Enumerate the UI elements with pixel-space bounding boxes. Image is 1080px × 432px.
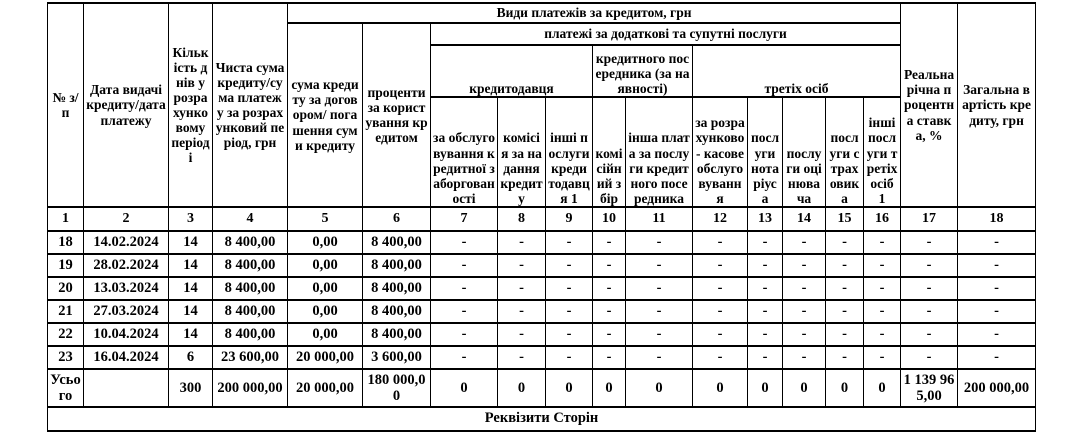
table-cell: - — [958, 254, 1036, 277]
col-header-date: Дата видачі кредиту/дата платежу — [84, 3, 169, 207]
col-header-insurer: послуги страховика — [826, 97, 864, 207]
table-cell: - — [901, 323, 958, 346]
column-number: 11 — [626, 207, 693, 231]
table-row — [48, 277, 1036, 300]
col-header-days: Кількість днів у розрахунковому періоді — [169, 3, 213, 207]
table-cell: - — [593, 231, 626, 254]
table-cell: 0 — [498, 369, 546, 407]
table-cell: - — [783, 323, 826, 346]
table-cell: - — [546, 277, 593, 300]
table-cell: - — [431, 254, 498, 277]
table-cell: - — [546, 300, 593, 323]
table-cell: - — [431, 277, 498, 300]
table-cell: - — [431, 231, 498, 254]
table-cell: - — [748, 346, 783, 369]
column-number: 15 — [826, 207, 864, 231]
table-cell: 20 — [48, 277, 84, 300]
group-header-creditor: кредитодавця — [431, 45, 593, 97]
table-cell: 14.02.2024 — [84, 231, 169, 254]
payment-schedule — [47, 2, 1035, 432]
column-number: 18 — [958, 207, 1036, 231]
table-cell: 28.02.2024 — [84, 254, 169, 277]
table-cell: 0,00 — [288, 231, 363, 254]
table-cell: - — [626, 277, 693, 300]
footer-title: Реквізити Сторін — [48, 407, 1036, 431]
table-cell: - — [958, 277, 1036, 300]
table-cell: - — [626, 346, 693, 369]
table-cell: 8 400,00 — [363, 231, 431, 254]
table-cell: - — [593, 323, 626, 346]
column-number: 17 — [901, 207, 958, 231]
table-cell: 0 — [783, 369, 826, 407]
table-cell: - — [748, 254, 783, 277]
table-cell: - — [626, 231, 693, 254]
table-cell: 8 400,00 — [363, 300, 431, 323]
table-cell: 8 400,00 — [213, 254, 288, 277]
total-row — [48, 369, 1036, 407]
table-cell: 14 — [169, 277, 213, 300]
table-cell: 8 400,00 — [363, 254, 431, 277]
col-header-other-creditor-services: інші послуги кредитодавця 1 — [546, 97, 593, 207]
table-cell: - — [901, 346, 958, 369]
column-number: 5 — [288, 207, 363, 231]
col-header-interest: проценти за користування кредитом — [363, 23, 431, 207]
table-cell: 0 — [431, 369, 498, 407]
table-cell: - — [693, 277, 748, 300]
table-cell: - — [826, 323, 864, 346]
table-cell: - — [958, 231, 1036, 254]
table-cell: 19 — [48, 254, 84, 277]
column-number: 6 — [363, 207, 431, 231]
col-header-other-intermediary-fee: інша плата за послуги кредитного посередника — [626, 97, 693, 207]
table-cell: - — [626, 254, 693, 277]
table-row — [48, 300, 1036, 323]
table-cell: - — [826, 300, 864, 323]
table-cell: - — [864, 346, 901, 369]
table-cell: 0,00 — [288, 254, 363, 277]
table-cell: 8 400,00 — [213, 231, 288, 254]
table-cell: - — [498, 277, 546, 300]
col-header-cash-service: за розрахунково- касове обслуговування — [693, 97, 748, 207]
col-header-appraiser: послуги оцінювача — [783, 97, 826, 207]
table-cell: 14 — [169, 323, 213, 346]
table-cell: 23 600,00 — [213, 346, 288, 369]
column-number: 4 — [213, 207, 288, 231]
table-cell: 21 — [48, 300, 84, 323]
table-cell: 0 — [593, 369, 626, 407]
table-cell: - — [864, 231, 901, 254]
table-cell: 200 000,00 — [213, 369, 288, 407]
table-cell: 200 000,00 — [958, 369, 1036, 407]
payment-schedule-table — [47, 2, 1036, 432]
table-cell: 16.04.2024 — [84, 346, 169, 369]
table-footer-section — [48, 407, 1036, 431]
table-cell: 8 400,00 — [213, 277, 288, 300]
table-cell: - — [626, 300, 693, 323]
table-cell: 0,00 — [288, 323, 363, 346]
col-header-debt-service: за обслуговування кредитної заборгованості — [431, 97, 498, 207]
group-header-intermediary: кредитного посередника (за наявності) — [593, 45, 693, 97]
column-number: 7 — [431, 207, 498, 231]
table-cell: 18 — [48, 231, 84, 254]
col-header-commission-fee: комісійний збір — [593, 97, 626, 207]
table-cell: - — [958, 346, 1036, 369]
group-header-third-parties: третіх осіб — [693, 45, 901, 97]
table-row — [48, 346, 1036, 369]
table-cell: 0 — [626, 369, 693, 407]
table-cell: - — [958, 323, 1036, 346]
table-cell: - — [693, 231, 748, 254]
table-cell: - — [498, 254, 546, 277]
column-number: 8 — [498, 207, 546, 231]
table-cell: 20 000,00 — [288, 346, 363, 369]
table-cell: 22 — [48, 323, 84, 346]
table-cell: - — [748, 323, 783, 346]
table-cell: - — [498, 231, 546, 254]
table-cell: - — [431, 346, 498, 369]
table-cell: 6 — [169, 346, 213, 369]
table-cell: - — [783, 231, 826, 254]
table-cell: - — [901, 277, 958, 300]
col-header-notary: послуги нотаріуса — [748, 97, 783, 207]
table-cell: Усього — [48, 369, 84, 407]
table-cell: - — [593, 254, 626, 277]
table-cell: 13.03.2024 — [84, 277, 169, 300]
table-cell: - — [431, 300, 498, 323]
table-cell: - — [783, 277, 826, 300]
table-cell: 180 000,00 — [363, 369, 431, 407]
table-cell: 14 — [169, 254, 213, 277]
table-cell: - — [693, 346, 748, 369]
table-cell: - — [593, 346, 626, 369]
table-cell: 0 — [748, 369, 783, 407]
table-cell: - — [498, 346, 546, 369]
table-row — [48, 323, 1036, 346]
table-cell: - — [826, 277, 864, 300]
table-cell — [84, 369, 169, 407]
table-cell: - — [546, 231, 593, 254]
col-header-loan-amount: сума кредиту за договором/ погашення суми кредиту — [288, 23, 363, 207]
table-cell: - — [748, 277, 783, 300]
table-cell: - — [783, 300, 826, 323]
table-row — [48, 254, 1036, 277]
table-cell: 0 — [826, 369, 864, 407]
table-cell: 10.04.2024 — [84, 323, 169, 346]
col-header-commission: комісія за надання кредиту — [498, 97, 546, 207]
column-number: 14 — [783, 207, 826, 231]
group-header-payment-types: Види платежів за кредитом, грн — [288, 3, 901, 23]
table-cell: - — [783, 346, 826, 369]
table-cell: - — [498, 323, 546, 346]
table-cell: 0,00 — [288, 300, 363, 323]
table-cell: 27.03.2024 — [84, 300, 169, 323]
column-number: 9 — [546, 207, 593, 231]
table-row — [48, 231, 1036, 254]
table-cell: 0 — [864, 369, 901, 407]
table-cell: 0 — [546, 369, 593, 407]
table-cell: 8 400,00 — [213, 300, 288, 323]
column-number: 12 — [693, 207, 748, 231]
column-number: 3 — [169, 207, 213, 231]
table-cell: - — [958, 300, 1036, 323]
column-number: 13 — [748, 207, 783, 231]
table-cell: 23 — [48, 346, 84, 369]
table-cell: - — [826, 254, 864, 277]
table-cell: - — [783, 254, 826, 277]
table-cell: - — [748, 231, 783, 254]
table-cell: 14 — [169, 300, 213, 323]
table-cell: 300 — [169, 369, 213, 407]
col-header-number: № з/п — [48, 3, 84, 207]
table-cell: - — [901, 231, 958, 254]
table-cell: - — [546, 346, 593, 369]
column-number-row — [48, 207, 1036, 231]
table-cell: - — [864, 300, 901, 323]
table-cell: - — [864, 277, 901, 300]
column-number: 2 — [84, 207, 169, 231]
table-cell: - — [593, 300, 626, 323]
table-cell: 0 — [693, 369, 748, 407]
footer-row — [48, 407, 1036, 431]
table-cell: 3 600,00 — [363, 346, 431, 369]
column-number: 10 — [593, 207, 626, 231]
col-header-net-amount: Чиста сума кредиту/сума платежу за розрахунковий період, грн — [213, 3, 288, 207]
table-cell: - — [864, 254, 901, 277]
group-header-additional-services: платежі за додаткові та супутні послуги — [431, 23, 901, 45]
col-header-other-third-party: інші послуги третіх осіб 1 — [864, 97, 901, 207]
table-cell: - — [626, 323, 693, 346]
table-header — [48, 3, 1036, 231]
table-cell: 0,00 — [288, 277, 363, 300]
column-number: 16 — [864, 207, 901, 231]
table-body — [48, 231, 1036, 407]
table-cell: 8 400,00 — [213, 323, 288, 346]
table-cell: - — [546, 323, 593, 346]
col-header-real-rate: Реальна річна процентна ставка, % — [901, 3, 958, 207]
table-cell: - — [546, 254, 593, 277]
table-cell: 8 400,00 — [363, 277, 431, 300]
table-cell: - — [693, 323, 748, 346]
column-number: 1 — [48, 207, 84, 231]
table-cell: - — [826, 346, 864, 369]
table-cell: - — [901, 300, 958, 323]
table-cell: - — [748, 300, 783, 323]
table-cell: 20 000,00 — [288, 369, 363, 407]
col-header-total-cost: Загальна вартість кредиту, грн — [958, 3, 1036, 207]
table-cell: - — [826, 231, 864, 254]
table-cell: - — [864, 323, 901, 346]
table-cell: - — [431, 323, 498, 346]
table-cell: - — [693, 300, 748, 323]
table-cell: 1 139 965,00 — [901, 369, 958, 407]
table-cell: 8 400,00 — [363, 323, 431, 346]
table-cell: - — [693, 254, 748, 277]
table-cell: - — [498, 300, 546, 323]
table-cell: - — [593, 277, 626, 300]
table-cell: 14 — [169, 231, 213, 254]
table-cell: - — [901, 254, 958, 277]
